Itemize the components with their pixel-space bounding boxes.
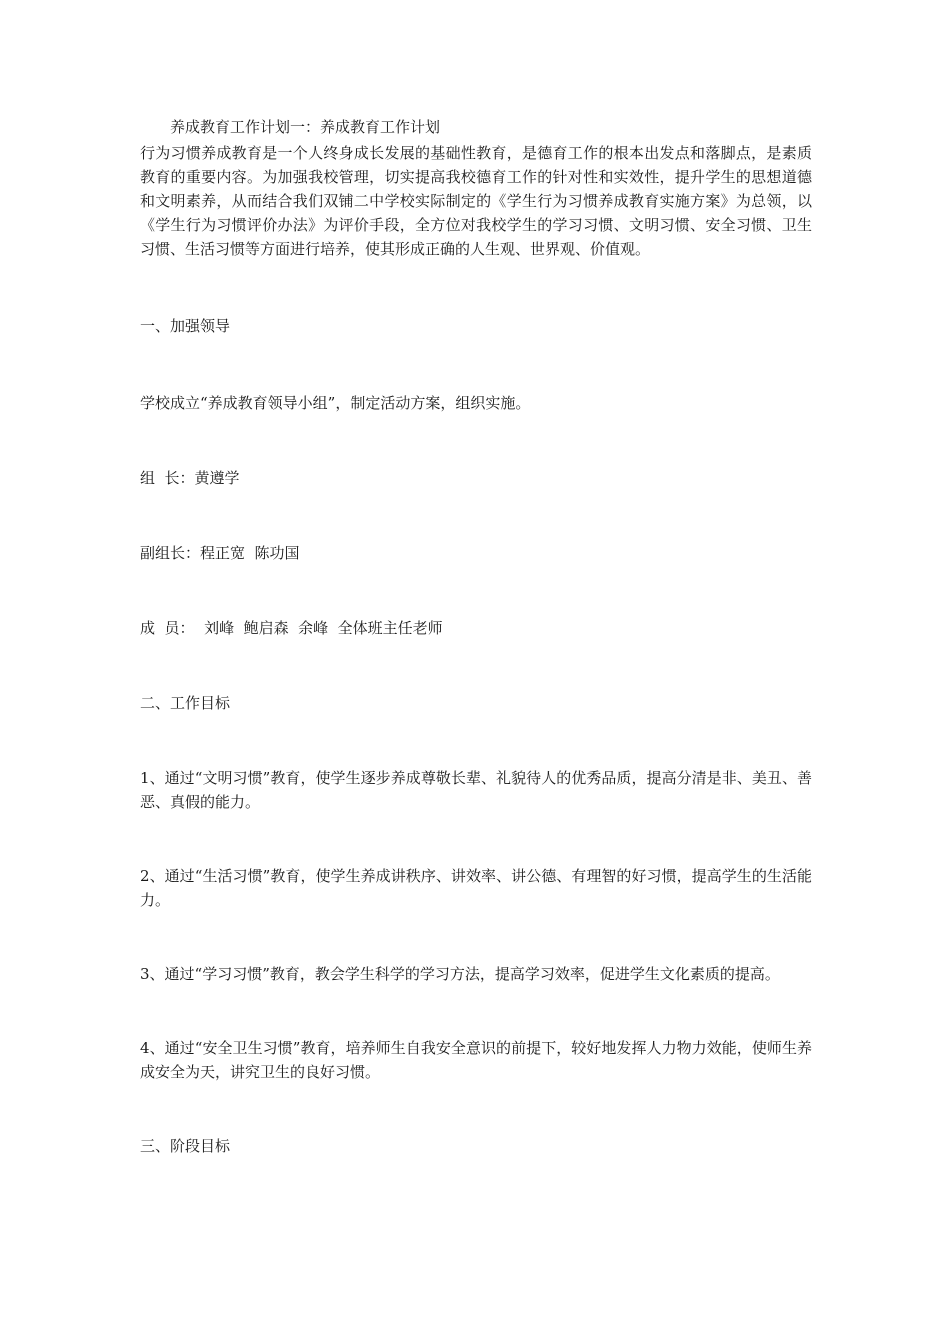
section-heading-stage-goals: 三、阶段目标 (140, 1137, 231, 1155)
section-heading-goals: 二、工作目标 (140, 694, 231, 712)
spacer (140, 261, 812, 314)
deputy-leader: 副组长：程正宽 陈功国 (140, 544, 300, 562)
spacer (140, 814, 812, 864)
intro-paragraph: 行为习惯养成教育是一个人终身成长发展的基础性教育，是德育工作的根本出发点和落脚点，是素质教育的重要内容。为加强我校管理，切实提高我校德育工作的针对性和实效性，提升学生的思想道德和文明素养，从而结合我们双铺二中学校实际制定的《学生行为习惯养成教育实施方案》为总领，以《学生行为习惯评价办法》为评价手段，全方位对我校学生的学习习惯、文明习惯、安全习惯、卫生习惯、生活习惯等方面进行培养，使其形成正确的人生观、世界观、价值观。 (140, 144, 812, 258)
spacer (140, 640, 812, 691)
group-members: 成 员： 刘峰 鲍启森 余峰 全体班主任老师 (140, 619, 443, 637)
spacer (140, 338, 812, 391)
spacer (140, 986, 812, 1036)
goal-item-2: 2、通过“生活习惯”教育，使学生养成讲秩序、讲效率、讲公德、有理智的好习惯，提高学生的生活能力。 (140, 867, 812, 909)
spacer (140, 912, 812, 962)
leadership-text: 学校成立“养成教育领导小组”，制定活动方案，组织实施。 (140, 394, 531, 412)
spacer (140, 490, 812, 541)
spacer (140, 1084, 812, 1134)
spacer (140, 415, 812, 466)
document-title: 养成教育工作计划一：养成教育工作计划 (170, 118, 441, 136)
section-heading-leadership: 一、加强领导 (140, 317, 231, 335)
goal-item-3: 3、通过“学习习惯”教育，教会学生科学的学习方法，提高学习效率，促进学生文化素质的提高。 (140, 965, 780, 983)
document-body (140, 117, 812, 1158)
goal-item-1: 1、通过“文明习惯”教育，使学生逐步养成尊敬长辈、礼貌待人的优秀品质，提高分清是非、美丑、善恶、真假的能力。 (140, 769, 812, 811)
group-leader: 组 长：黄遵学 (140, 469, 240, 487)
spacer (140, 565, 812, 616)
goal-item-4: 4、通过“安全卫生习惯”教育，培养师生自我安全意识的前提下，较好地发挥人力物力效能，使师生养成安全为天，讲究卫生的良好习惯。 (140, 1039, 812, 1081)
spacer (140, 715, 812, 766)
